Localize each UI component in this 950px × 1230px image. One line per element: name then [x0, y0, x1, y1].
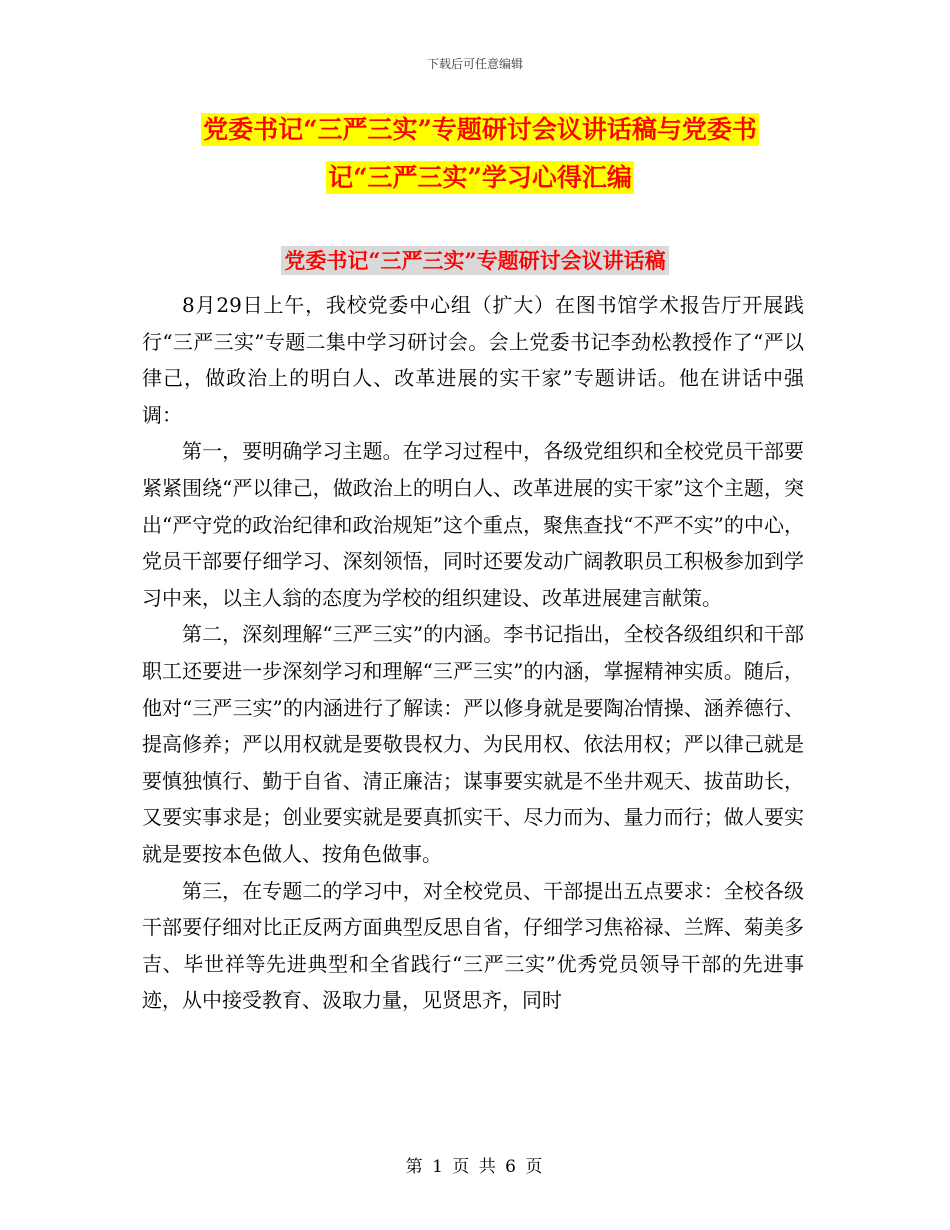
paragraph: 第三，在专题二的学习中，对全校党员、干部提出五点要求：全校各级干部要仔细对比正反两方面典型反思自省，仔细学习焦裕禄、兰辉、菊美多吉、毕世祥等先进典型和全省践行“三严三实”优秀党员领导干部的先进事迹，从中接受教育、汲取力量，见贤思齐，同时 [142, 878, 804, 1013]
body-text [142, 287, 804, 1019]
paragraph: 第一，要明确学习主题。在学习过程中，各级党组织和全校党员干部要紧紧围绕“严以律己，做政治上的明白人、改革进展的实干家”这个主题，突出“严守党的政治纪律和政治规矩”这个重点，聚焦查找“不严不实”的中心，党员干部要仔细学习、深刻领悟，同时还要发动广阔教职员工积极参加到学习中来，以主人翁的态度为学校的组织建设、改革进展建言献策。 [142, 439, 804, 610]
document-title-line-1: 党委书记“三严三实”专题研讨会议讲话稿与党委书 [203, 115, 757, 144]
header-note: 下载后可任意编辑 [426, 57, 523, 71]
section-title-text: 党委书记“三严三实”专题研讨会议讲话稿 [281, 246, 668, 275]
paragraph: 第二，深刻理解“三严三实”的内涵。李书记指出，全校各级组织和干部职工还要进一步深刻学习和理解“三严三实”的内涵，掌握精神实质。随后，他对“三严三实”的内涵进行了解读：严以修身就是要陶冶情操、涵养德行、提高修养；严以用权就是要敬畏权力、为民用权、依法用权；严以律己就是要慎独慎行、勤于自省、清正廉洁；谋事要实就是不坐井观天、拔苗助长，又要实事求是；创业要实就是要真抓实干、尽力而为、量力而行；做人要实就是要按本色做人、按角色做事。 [142, 622, 804, 866]
paragraph: 8月29日上午，我校党委中心组（扩大）在图书馆学术报告厅开展践行“三严三实”专题二集中学习研讨会。会上党委书记李劲松教授作了“严以律己，做政治上的明白人、改革进展的实干家”专题讲话。他在讲话中强调： [142, 293, 804, 427]
page-number: 第 1 页 共 6 页 [405, 1157, 545, 1177]
section-title [0, 244, 950, 278]
document-title-line-2: 记“三严三实”学习心得汇编 [328, 163, 632, 192]
document-title [150, 106, 810, 202]
